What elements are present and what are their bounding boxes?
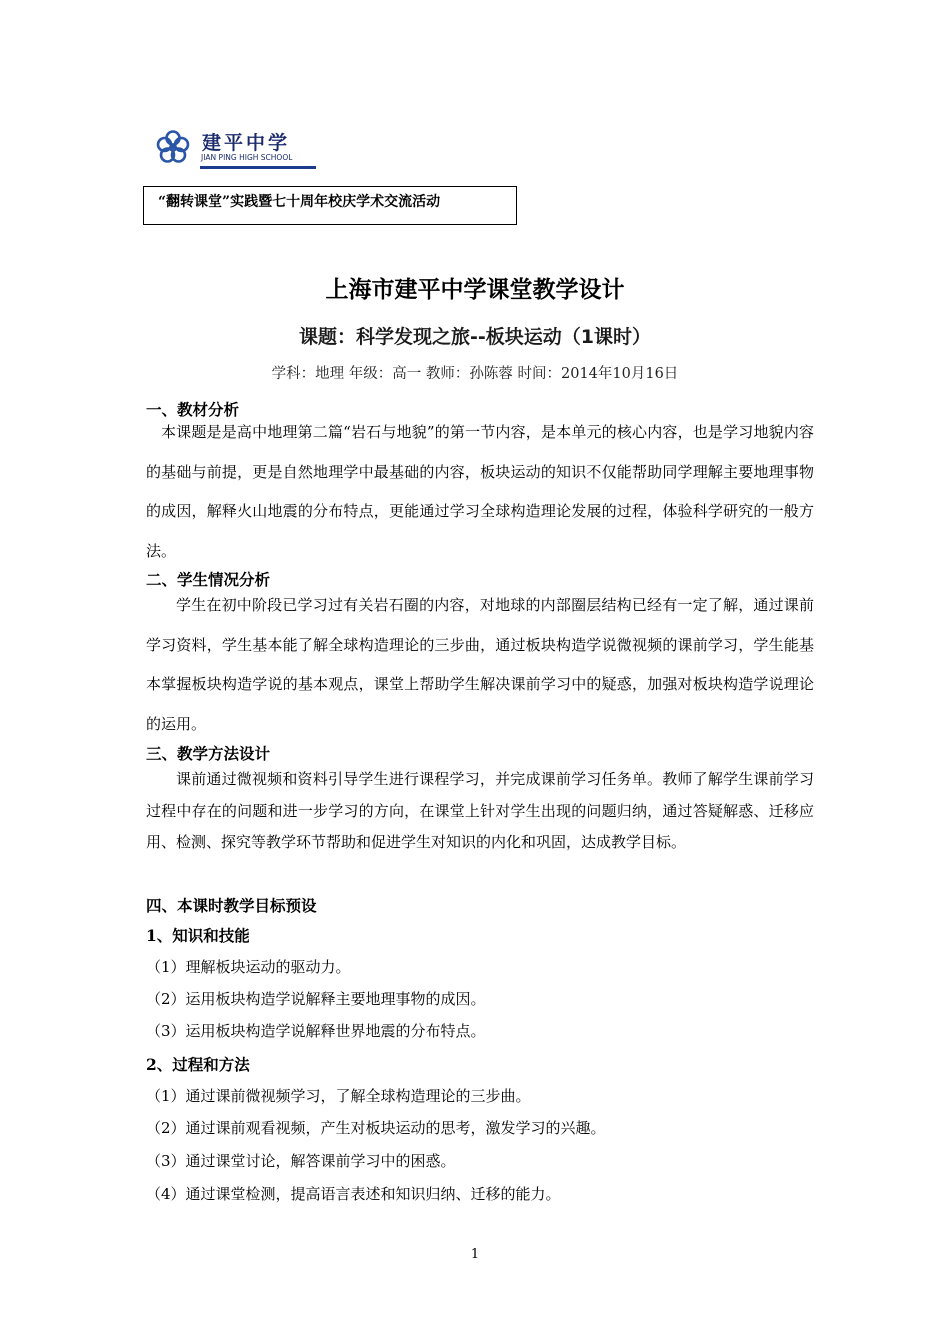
method-design-paragraph: 课前通过微视频和资料引导学生进行课程学习，并完成课前学习任务单。教师了解学生课前学习过程中存在的问题和进一步学习的方向，在课堂上针对学生出现的问题归纳，通过答疑解惑、迁移应用、检测、探究等教学环节帮助和促进学生对知识的内化和巩固，达成教学目标。 bbox=[146, 770, 814, 851]
flower-emblem-icon bbox=[156, 130, 190, 164]
lesson-subtitle: 课题：科学发现之旅--板块运动（1课时） bbox=[299, 326, 651, 348]
activity-banner-text: “翻转课堂”实践暨七十周年校庆学术交流活动 bbox=[158, 194, 441, 210]
activity-banner-box bbox=[143, 186, 517, 225]
objective-item: （1）通过课前微视频学习，了解全球构造理论的三步曲。 bbox=[146, 1087, 531, 1105]
logo-name-cn: 建平中学 bbox=[202, 132, 291, 154]
document-title: 上海市建平中学课堂教学设计 bbox=[325, 277, 625, 303]
student-analysis-paragraph: 学生在初中阶段已学习过有关岩石圈的内容，对地球的内部圈层结构已经有一定了解，通过课前学习资料，学生基本能了解全球构造理论的三步曲，通过板块构造学说微视频的课前学习，学生能基本掌握板块构造学说的基本观点，课堂上帮助学生解决课前学习中的疑惑，加强对板块构造学说理论的运用。 bbox=[146, 596, 814, 733]
objective-item: （3）通过课堂讨论，解答课前学习中的困惑。 bbox=[146, 1152, 456, 1170]
school-logo bbox=[156, 126, 318, 172]
objective-item: （2）运用板块构造学说解释主要地理事物的成因。 bbox=[146, 990, 486, 1008]
lesson-meta: 学科：地理 年级：高一 教师：孙陈蓉 时间：2014年10月16日 bbox=[271, 366, 679, 382]
page-number: 1 bbox=[470, 1247, 480, 1262]
section-heading-textbook-analysis: 一、教材分析 bbox=[146, 400, 240, 419]
objective-item: （2）通过课前观看视频，产生对板块运动的思考，激发学习的兴趣。 bbox=[146, 1119, 606, 1137]
objective-item: （3）运用板块构造学说解释世界地震的分布特点。 bbox=[146, 1022, 486, 1040]
section-heading-objectives: 四、本课时教学目标预设 bbox=[146, 896, 317, 915]
logo-underline bbox=[200, 166, 316, 169]
subheading-process-methods: 2、过程和方法 bbox=[146, 1055, 250, 1074]
objective-item: （4）通过课堂检测，提高语言表述和知识归纳、迁移的能力。 bbox=[146, 1185, 561, 1203]
objective-item: （1）理解板块运动的驱动力。 bbox=[146, 958, 351, 976]
section-heading-method-design: 三、教学方法设计 bbox=[146, 744, 271, 763]
section-heading-student-analysis: 二、学生情况分析 bbox=[146, 570, 271, 589]
logo-name-en: JIAN PING HIGH SCHOOL bbox=[201, 153, 293, 162]
textbook-analysis-paragraph: 本课题是是高中地理第二篇“岩石与地貌”的第一节内容，是本单元的核心内容，也是学习地貌内容的基础与前提，更是自然地理学中最基础的内容，板块运动的知识不仅能帮助同学理解主要地理事物的成因，解释火山地震的分布特点，更能通过学习全球构造理论发展的过程，体验科学研究的一般方法。 bbox=[146, 423, 814, 560]
subheading-knowledge-skills: 1、知识和技能 bbox=[146, 926, 250, 945]
